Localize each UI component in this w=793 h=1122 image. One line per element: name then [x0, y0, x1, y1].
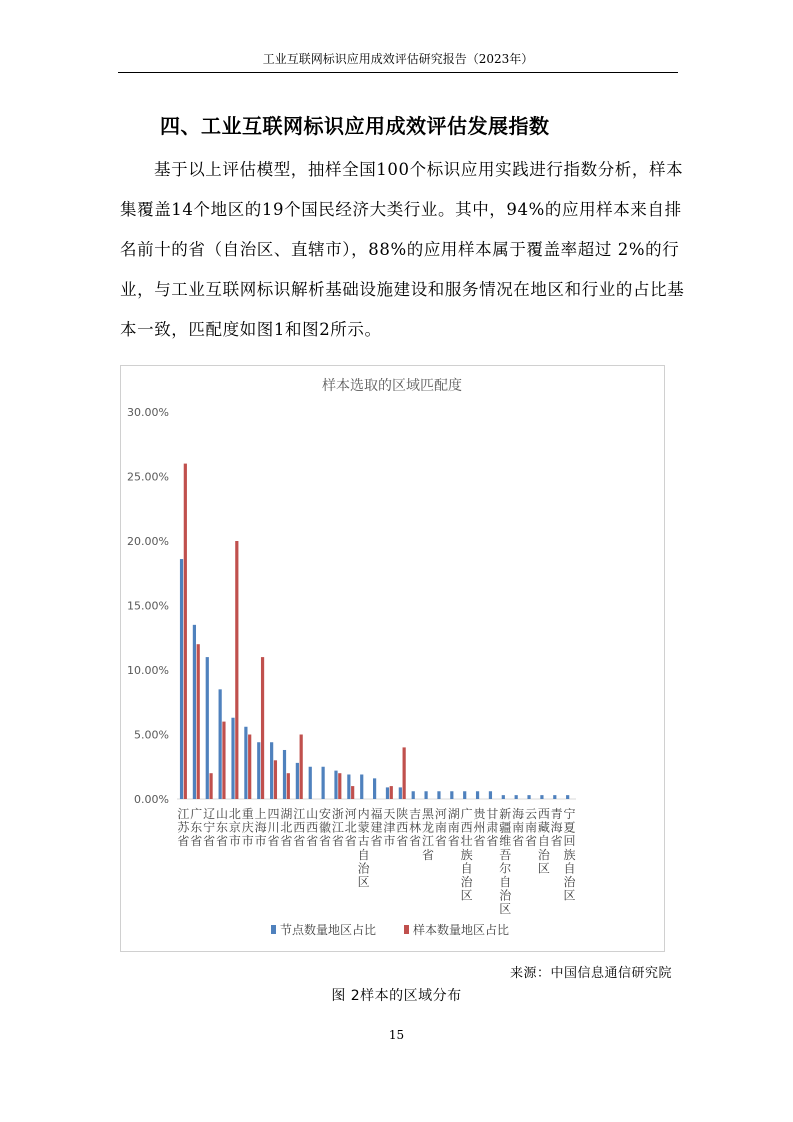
bar-node-share	[270, 742, 273, 799]
y-tick-label: 30.00%	[127, 406, 169, 419]
y-tick-label: 15.00%	[127, 599, 169, 613]
x-category-label: 北京市	[228, 807, 241, 849]
x-category-label: 重庆市	[241, 807, 254, 849]
bar-sample-share	[300, 735, 303, 800]
y-tick-label: 10.00%	[127, 664, 169, 677]
bar-node-share	[502, 795, 505, 799]
bar-node-share	[206, 657, 209, 799]
x-category-label: 天津市	[383, 807, 396, 849]
bar-node-share	[412, 791, 415, 799]
chart-canvas	[121, 366, 664, 951]
running-header: 工业互联网标识应用成效评估研究报告（2023年）	[262, 52, 534, 66]
legend-swatch	[404, 925, 409, 934]
bar-node-share	[540, 795, 543, 799]
bar-sample-share	[261, 657, 264, 799]
bar-node-share	[231, 718, 234, 799]
body-paragraph: 基于以上评估模型，抽样全国100个标识应用实践进行指数分析，样本集覆盖14个地区的19个国民经济大类行业。其中，94%的应用样本来自排名前十的省（自治区、直辖市），88%的应用样本属于覆盖率超过 2%的行业，与工业互联网标识解析基础设施建设和服务情况在地区和行业的占比基本一致，匹配度如图1和图2所示。	[120, 160, 685, 339]
x-category-label: 山西省	[306, 807, 319, 849]
y-tick-label: 20.00%	[127, 535, 169, 548]
bar-node-share	[450, 791, 453, 799]
bar-node-share	[424, 791, 427, 799]
bar-node-share	[296, 763, 299, 799]
x-category-label: 贵州省	[473, 807, 486, 849]
y-tick-label: 0.00%	[134, 793, 169, 806]
bar-node-share	[489, 791, 492, 799]
x-category-label: 山东省	[216, 807, 229, 849]
x-category-label: 陕西省	[396, 807, 409, 849]
bar-node-share	[566, 795, 569, 799]
bar-sample-share	[184, 464, 187, 799]
bar-sample-share	[197, 644, 200, 799]
bar-node-share	[515, 795, 518, 799]
x-category-label: 海南省	[512, 807, 525, 849]
figure-caption: 图 2样本的区域分布	[331, 988, 462, 1004]
bar-node-share	[399, 787, 402, 799]
bar-node-share	[360, 774, 363, 799]
x-category-label: 内蒙古自治区	[357, 807, 370, 889]
region-bar-chart	[120, 365, 665, 952]
bar-node-share	[193, 625, 196, 799]
x-category-label: 四川省	[267, 807, 280, 849]
bar-node-share	[180, 559, 183, 799]
x-category-label: 浙江省	[331, 807, 344, 849]
bar-node-share	[322, 767, 325, 799]
y-tick-label: 5.00%	[134, 728, 169, 742]
bar-node-share	[244, 727, 247, 799]
bar-sample-share	[235, 541, 238, 799]
chart-title: 样本选取的区域匹配度	[322, 378, 462, 394]
bar-sample-share	[248, 735, 251, 800]
bar-node-share	[463, 791, 466, 799]
bar-node-share	[476, 791, 479, 799]
x-category-label: 青海省	[550, 807, 563, 849]
bar-node-share	[257, 742, 260, 799]
x-category-label: 云南省	[524, 807, 537, 849]
x-category-label: 辽宁省	[203, 807, 216, 849]
bar-sample-share	[351, 786, 354, 799]
bar-sample-share	[209, 773, 212, 799]
x-category-label: 广东省	[190, 807, 203, 849]
x-category-label: 黑龙江省	[421, 807, 434, 862]
bar-node-share	[386, 787, 389, 799]
x-category-label: 湖南省	[447, 807, 460, 849]
x-category-label: 河北省	[344, 807, 357, 849]
bar-sample-share	[338, 773, 341, 799]
bar-sample-share	[222, 722, 225, 799]
bar-node-share	[347, 774, 350, 799]
x-category-label: 上海市	[254, 807, 267, 849]
y-tick-label: 25.00%	[127, 470, 169, 484]
x-category-label: 河南省	[434, 807, 447, 849]
bar-sample-share	[274, 760, 277, 799]
x-category-label: 福建省	[370, 807, 383, 849]
section-title: 四、工业互联网标识应用成效评估发展指数	[160, 114, 550, 138]
bar-node-share	[527, 795, 530, 799]
x-category-label: 宁夏回族自治区	[563, 807, 576, 903]
x-category-label: 吉林省	[409, 807, 422, 849]
bar-node-share	[373, 778, 376, 799]
bar-sample-share	[403, 747, 406, 799]
bar-sample-share	[287, 773, 290, 799]
bar-node-share	[283, 750, 286, 799]
legend-label: 样本数量地区占比	[413, 923, 510, 937]
x-category-label: 广西壮族自治区	[460, 807, 473, 903]
bar-node-share	[553, 795, 556, 799]
x-category-label: 江西省	[293, 807, 306, 849]
x-category-label: 甘肃省	[486, 807, 499, 849]
x-category-label: 江苏省	[177, 807, 190, 849]
bar-sample-share	[390, 786, 393, 799]
x-category-label: 湖北省	[280, 807, 293, 849]
page-number: 15	[388, 1028, 405, 1042]
bar-node-share	[334, 771, 337, 799]
x-category-label: 安徽省	[319, 807, 332, 849]
header-rule	[118, 72, 678, 73]
bar-node-share	[437, 791, 440, 799]
x-category-label: 西藏自治区	[537, 807, 550, 876]
bar-node-share	[219, 689, 222, 799]
figure-source: 来源：中国信息通信研究院	[510, 966, 673, 981]
legend-swatch	[271, 925, 276, 934]
x-category-label: 新疆维吾尔自治区	[499, 807, 512, 917]
legend-label: 节点数量地区占比	[280, 923, 377, 937]
bar-node-share	[309, 767, 312, 799]
